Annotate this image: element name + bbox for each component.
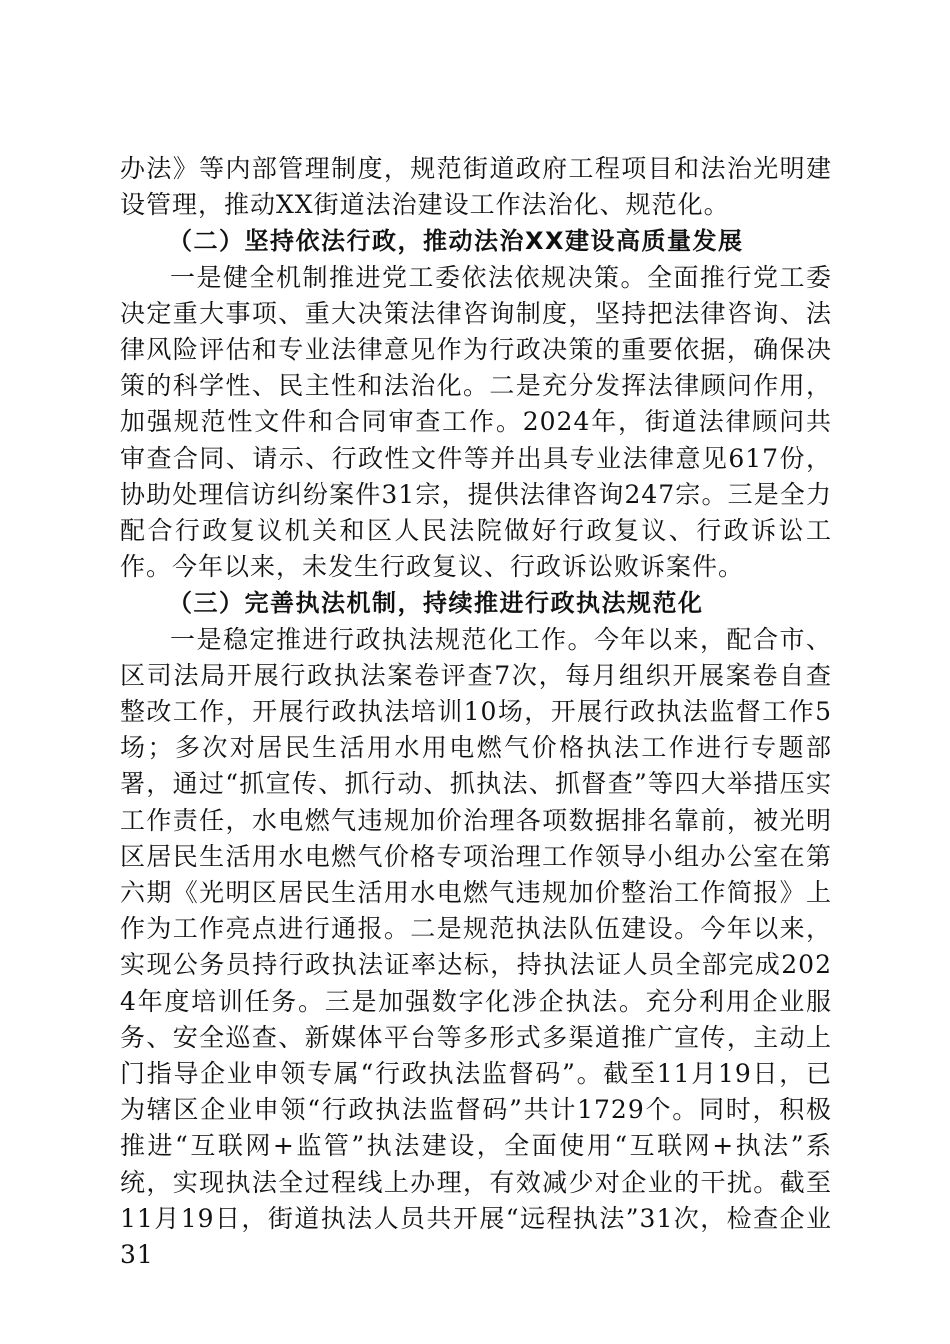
section-heading-3: （三）完善执法机制，持续推进行政执法规范化	[168, 589, 704, 618]
section-heading-2: （二）坚持依法行政，推动法治XX建设高质量发展	[168, 227, 744, 256]
body-paragraph-law-enforcement: 一是稳定推进行政执法规范化工作。今年以来，配合市、区司法局开展行政执法案卷评查7次，每月组织开展案卷自查整改工作，开展行政执法培训10场，开展行政执法监督工作5场；多次对居民生活用水用电燃气价格执法工作进行专题部署，通过“抓宣传、抓行动、抓执法、抓督查”等四大举措压实工作责任，水电燃气违规加价治理各项数据排名靠前，被光明区居民生活用水电燃气价格专项治理工作领导小组办公室在第六期《光明区居民生活用水电燃气违规加价整治工作简报》上作为工作亮点进行通报。二是规范执法队伍建设。今年以来，实现公务员持行政执法证率达标，持执法证人员全部完成2024年度培训任务。三是加强数字化涉企执法。充分利用企业服务、安全巡查、新媒体平台等多形式多渠道推广宣传，主动上门指导企业申领专属“行政执法监督码”。截至11月19日，已为辖区企业申领“行政执法监督码”共计1729个。同时，积极推进“互联网+监管”执法建设，全面使用“互联网+执法”系统，实现执法全过程线上办理，有效减少对企业的干扰。截至11月19日，街道执法人员共开展“远程执法”31次，检查企业31	[120, 624, 832, 1270]
document-body	[120, 151, 832, 1273]
body-paragraph-legal-administration: 一是健全机制推进党工委依法依规决策。全面推行党工委决定重大事项、重大决策法律咨询制度，坚持把法律咨询、法律风险评估和专业法律意见作为行政决策的重要依据，确保决策的科学性、民主性和法治化。二是充分发挥法律顾问作用，加强规范性文件和合同审查工作。2024年，街道法律顾问共审查合同、请示、行政性文件等并出具专业法律意见617份，协助处理信访纠纷案件31宗，提供法律咨询247宗。三是全力配合行政复议机关和区人民法院做好行政复议、行政诉讼工作。今年以来，未发生行政复议、行政诉讼败诉案件。	[120, 262, 832, 582]
body-paragraph-continuation: 办法》等内部管理制度，规范街道政府工程项目和法治光明建设管理，推动XX街道法治建设工作法治化、规范化。	[120, 154, 832, 220]
